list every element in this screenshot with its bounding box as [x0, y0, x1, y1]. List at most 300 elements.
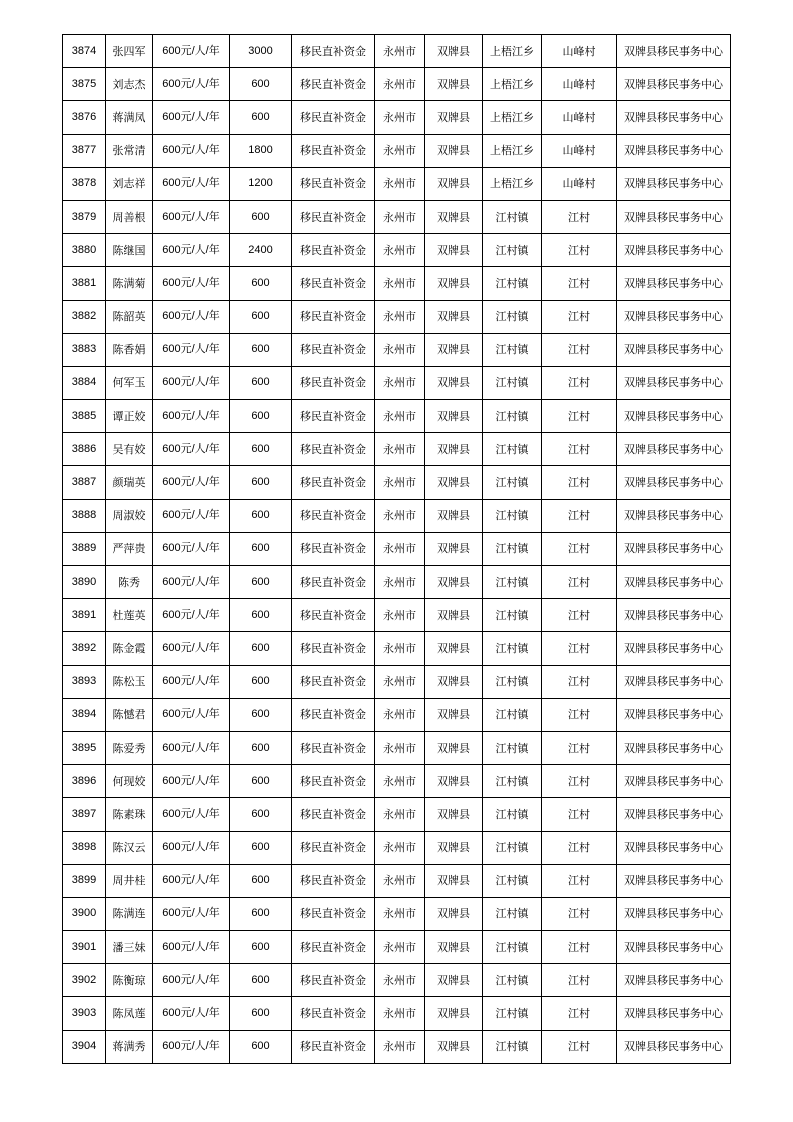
table-row: [63, 765, 731, 798]
subsidy-amount-cell: 600: [230, 300, 292, 333]
recipient-name-cell: 刘志杰: [106, 68, 153, 101]
subsidy-amount-cell: 1800: [230, 134, 292, 167]
issuing-agency-cell: 双牌县移民事务中心: [617, 997, 731, 1030]
subsidy-standard-cell: 600元/人/年: [153, 798, 230, 831]
subsidy-amount-cell: 600: [230, 599, 292, 632]
township-cell: 上梧江乡: [483, 68, 542, 101]
issuing-agency-cell: 双牌县移民事务中心: [617, 1030, 731, 1063]
city-cell: 永州市: [375, 566, 425, 599]
row-number-cell: 3882: [63, 300, 106, 333]
city-cell: 永州市: [375, 931, 425, 964]
table-row: [63, 68, 731, 101]
subsidy-standard-cell: 600元/人/年: [153, 433, 230, 466]
subsidy-amount-cell: 600: [230, 400, 292, 433]
township-cell: 江村镇: [483, 234, 542, 267]
table-row: [63, 897, 731, 930]
fund-type-cell: 移民直补资金: [292, 1030, 375, 1063]
recipient-name-cell: 严萍贵: [106, 532, 153, 565]
row-number-cell: 3888: [63, 499, 106, 532]
table-row: [63, 698, 731, 731]
table-row: [63, 599, 731, 632]
row-number-cell: 3894: [63, 698, 106, 731]
subsidy-amount-cell: 600: [230, 499, 292, 532]
recipient-name-cell: 潘三妹: [106, 931, 153, 964]
subsidy-standard-cell: 600元/人/年: [153, 35, 230, 68]
county-cell: 双牌县: [425, 798, 483, 831]
table-row: [63, 731, 731, 764]
fund-type-cell: 移民直补资金: [292, 433, 375, 466]
issuing-agency-cell: 双牌县移民事务中心: [617, 400, 731, 433]
table-row: [63, 400, 731, 433]
recipient-name-cell: 陈憾君: [106, 698, 153, 731]
township-cell: 江村镇: [483, 466, 542, 499]
table-row: [63, 831, 731, 864]
subsidy-standard-cell: 600元/人/年: [153, 167, 230, 200]
recipient-name-cell: 周淑姣: [106, 499, 153, 532]
recipient-name-cell: 杜莲英: [106, 599, 153, 632]
subsidy-amount-cell: 600: [230, 897, 292, 930]
subsidy-standard-cell: 600元/人/年: [153, 1030, 230, 1063]
subsidy-standard-cell: 600元/人/年: [153, 864, 230, 897]
table-row: [63, 101, 731, 134]
table-row: [63, 35, 731, 68]
row-number-cell: 3897: [63, 798, 106, 831]
village-cell: 江村: [542, 632, 617, 665]
subsidy-amount-cell: 600: [230, 366, 292, 399]
issuing-agency-cell: 双牌县移民事务中心: [617, 68, 731, 101]
township-cell: 上梧江乡: [483, 35, 542, 68]
subsidy-standard-cell: 600元/人/年: [153, 466, 230, 499]
township-cell: 江村镇: [483, 831, 542, 864]
township-cell: 江村镇: [483, 798, 542, 831]
row-number-cell: 3892: [63, 632, 106, 665]
subsidy-amount-cell: 600: [230, 466, 292, 499]
subsidy-standard-cell: 600元/人/年: [153, 267, 230, 300]
subsidy-amount-cell: 3000: [230, 35, 292, 68]
issuing-agency-cell: 双牌县移民事务中心: [617, 499, 731, 532]
recipient-name-cell: 刘志祥: [106, 167, 153, 200]
fund-type-cell: 移民直补资金: [292, 400, 375, 433]
recipient-name-cell: 周善根: [106, 200, 153, 233]
row-number-cell: 3900: [63, 897, 106, 930]
fund-type-cell: 移民直补资金: [292, 234, 375, 267]
village-cell: 山峰村: [542, 68, 617, 101]
township-cell: 江村镇: [483, 964, 542, 997]
recipient-name-cell: 陈爱秀: [106, 731, 153, 764]
township-cell: 江村镇: [483, 897, 542, 930]
table-row: [63, 366, 731, 399]
table-row: [63, 267, 731, 300]
row-number-cell: 3874: [63, 35, 106, 68]
subsidy-standard-cell: 600元/人/年: [153, 831, 230, 864]
county-cell: 双牌县: [425, 366, 483, 399]
township-cell: 江村镇: [483, 267, 542, 300]
subsidy-standard-cell: 600元/人/年: [153, 234, 230, 267]
issuing-agency-cell: 双牌县移民事务中心: [617, 931, 731, 964]
row-number-cell: 3902: [63, 964, 106, 997]
village-cell: 江村: [542, 1030, 617, 1063]
township-cell: 江村镇: [483, 499, 542, 532]
village-cell: 江村: [542, 366, 617, 399]
county-cell: 双牌县: [425, 997, 483, 1030]
row-number-cell: 3891: [63, 599, 106, 632]
row-number-cell: 3893: [63, 665, 106, 698]
recipient-name-cell: 陈金霞: [106, 632, 153, 665]
township-cell: 江村镇: [483, 765, 542, 798]
city-cell: 永州市: [375, 798, 425, 831]
subsidy-standard-cell: 600元/人/年: [153, 665, 230, 698]
village-cell: 山峰村: [542, 35, 617, 68]
township-cell: 江村镇: [483, 532, 542, 565]
village-cell: 山峰村: [542, 134, 617, 167]
subsidy-standard-cell: 600元/人/年: [153, 366, 230, 399]
fund-type-cell: 移民直补资金: [292, 532, 375, 565]
city-cell: 永州市: [375, 731, 425, 764]
issuing-agency-cell: 双牌县移民事务中心: [617, 101, 731, 134]
city-cell: 永州市: [375, 897, 425, 930]
fund-type-cell: 移民直补资金: [292, 831, 375, 864]
subsidy-amount-cell: 600: [230, 632, 292, 665]
table-row: [63, 1030, 731, 1063]
table-row: [63, 632, 731, 665]
subsidy-amount-cell: 600: [230, 267, 292, 300]
city-cell: 永州市: [375, 499, 425, 532]
village-cell: 江村: [542, 831, 617, 864]
county-cell: 双牌县: [425, 400, 483, 433]
township-cell: 江村镇: [483, 333, 542, 366]
village-cell: 江村: [542, 466, 617, 499]
fund-type-cell: 移民直补资金: [292, 200, 375, 233]
subsidy-standard-cell: 600元/人/年: [153, 765, 230, 798]
table-row: [63, 798, 731, 831]
township-cell: 江村镇: [483, 698, 542, 731]
row-number-cell: 3887: [63, 466, 106, 499]
recipient-name-cell: 陈继国: [106, 234, 153, 267]
table-row: [63, 466, 731, 499]
county-cell: 双牌县: [425, 167, 483, 200]
subsidy-standard-cell: 600元/人/年: [153, 599, 230, 632]
row-number-cell: 3880: [63, 234, 106, 267]
issuing-agency-cell: 双牌县移民事务中心: [617, 964, 731, 997]
table-row: [63, 964, 731, 997]
subsidy-standard-cell: 600元/人/年: [153, 897, 230, 930]
subsidy-amount-cell: 600: [230, 931, 292, 964]
table-row: [63, 333, 731, 366]
city-cell: 永州市: [375, 532, 425, 565]
recipient-name-cell: 陈凤莲: [106, 997, 153, 1030]
recipient-name-cell: 张四军: [106, 35, 153, 68]
recipient-name-cell: 陈香娟: [106, 333, 153, 366]
county-cell: 双牌县: [425, 433, 483, 466]
table-row: [63, 200, 731, 233]
issuing-agency-cell: 双牌县移民事务中心: [617, 765, 731, 798]
fund-type-cell: 移民直补资金: [292, 698, 375, 731]
subsidy-amount-cell: 600: [230, 200, 292, 233]
township-cell: 江村镇: [483, 366, 542, 399]
issuing-agency-cell: 双牌县移民事务中心: [617, 665, 731, 698]
fund-type-cell: 移民直补资金: [292, 765, 375, 798]
row-number-cell: 3877: [63, 134, 106, 167]
issuing-agency-cell: 双牌县移民事务中心: [617, 864, 731, 897]
row-number-cell: 3884: [63, 366, 106, 399]
fund-type-cell: 移民直补资金: [292, 731, 375, 764]
county-cell: 双牌县: [425, 599, 483, 632]
subsidy-amount-cell: 600: [230, 566, 292, 599]
fund-type-cell: 移民直补资金: [292, 167, 375, 200]
table-row: [63, 134, 731, 167]
recipient-name-cell: 周井桂: [106, 864, 153, 897]
city-cell: 永州市: [375, 665, 425, 698]
county-cell: 双牌县: [425, 566, 483, 599]
township-cell: 上梧江乡: [483, 167, 542, 200]
village-cell: 江村: [542, 333, 617, 366]
village-cell: 江村: [542, 599, 617, 632]
subsidy-amount-cell: 1200: [230, 167, 292, 200]
row-number-cell: 3876: [63, 101, 106, 134]
county-cell: 双牌县: [425, 532, 483, 565]
recipient-name-cell: 颜瑞英: [106, 466, 153, 499]
subsidy-amount-cell: 600: [230, 864, 292, 897]
recipient-name-cell: 何现姣: [106, 765, 153, 798]
subsidy-standard-cell: 600元/人/年: [153, 566, 230, 599]
city-cell: 永州市: [375, 997, 425, 1030]
subsidy-standard-cell: 600元/人/年: [153, 101, 230, 134]
issuing-agency-cell: 双牌县移民事务中心: [617, 532, 731, 565]
city-cell: 永州市: [375, 765, 425, 798]
issuing-agency-cell: 双牌县移民事务中心: [617, 300, 731, 333]
fund-type-cell: 移民直补资金: [292, 566, 375, 599]
recipient-name-cell: 张常清: [106, 134, 153, 167]
fund-type-cell: 移民直补资金: [292, 35, 375, 68]
city-cell: 永州市: [375, 333, 425, 366]
city-cell: 永州市: [375, 599, 425, 632]
issuing-agency-cell: 双牌县移民事务中心: [617, 433, 731, 466]
city-cell: 永州市: [375, 134, 425, 167]
row-number-cell: 3896: [63, 765, 106, 798]
subsidy-standard-cell: 600元/人/年: [153, 200, 230, 233]
county-cell: 双牌县: [425, 499, 483, 532]
township-cell: 江村镇: [483, 1030, 542, 1063]
subsidy-standard-cell: 600元/人/年: [153, 632, 230, 665]
recipient-name-cell: 蒋满凤: [106, 101, 153, 134]
county-cell: 双牌县: [425, 698, 483, 731]
fund-type-cell: 移民直补资金: [292, 366, 375, 399]
village-cell: 江村: [542, 698, 617, 731]
row-number-cell: 3879: [63, 200, 106, 233]
subsidy-standard-cell: 600元/人/年: [153, 68, 230, 101]
fund-type-cell: 移民直补资金: [292, 499, 375, 532]
subsidy-standard-cell: 600元/人/年: [153, 997, 230, 1030]
city-cell: 永州市: [375, 433, 425, 466]
subsidy-amount-cell: 600: [230, 532, 292, 565]
issuing-agency-cell: 双牌县移民事务中心: [617, 566, 731, 599]
county-cell: 双牌县: [425, 765, 483, 798]
subsidy-standard-cell: 600元/人/年: [153, 333, 230, 366]
township-cell: 江村镇: [483, 300, 542, 333]
recipient-name-cell: 陈韶英: [106, 300, 153, 333]
row-number-cell: 3875: [63, 68, 106, 101]
city-cell: 永州市: [375, 68, 425, 101]
county-cell: 双牌县: [425, 864, 483, 897]
subsidy-standard-cell: 600元/人/年: [153, 499, 230, 532]
row-number-cell: 3901: [63, 931, 106, 964]
village-cell: 江村: [542, 897, 617, 930]
issuing-agency-cell: 双牌县移民事务中心: [617, 731, 731, 764]
issuing-agency-cell: 双牌县移民事务中心: [617, 167, 731, 200]
issuing-agency-cell: 双牌县移民事务中心: [617, 897, 731, 930]
row-number-cell: 3890: [63, 566, 106, 599]
township-cell: 江村镇: [483, 400, 542, 433]
city-cell: 永州市: [375, 466, 425, 499]
fund-type-cell: 移民直补资金: [292, 931, 375, 964]
fund-type-cell: 移民直补资金: [292, 632, 375, 665]
city-cell: 永州市: [375, 831, 425, 864]
city-cell: 永州市: [375, 366, 425, 399]
township-cell: 江村镇: [483, 731, 542, 764]
city-cell: 永州市: [375, 698, 425, 731]
fund-type-cell: 移民直补资金: [292, 997, 375, 1030]
county-cell: 双牌县: [425, 665, 483, 698]
village-cell: 江村: [542, 499, 617, 532]
county-cell: 双牌县: [425, 101, 483, 134]
township-cell: 江村镇: [483, 200, 542, 233]
city-cell: 永州市: [375, 167, 425, 200]
township-cell: 江村镇: [483, 864, 542, 897]
issuing-agency-cell: 双牌县移民事务中心: [617, 234, 731, 267]
issuing-agency-cell: 双牌县移民事务中心: [617, 333, 731, 366]
recipient-name-cell: 陈秀: [106, 566, 153, 599]
village-cell: 江村: [542, 864, 617, 897]
table-row: [63, 300, 731, 333]
issuing-agency-cell: 双牌县移民事务中心: [617, 599, 731, 632]
township-cell: 江村镇: [483, 433, 542, 466]
city-cell: 永州市: [375, 300, 425, 333]
recipient-name-cell: 谭正姣: [106, 400, 153, 433]
fund-type-cell: 移民直补资金: [292, 101, 375, 134]
subsidy-amount-cell: 600: [230, 798, 292, 831]
issuing-agency-cell: 双牌县移民事务中心: [617, 831, 731, 864]
row-number-cell: 3881: [63, 267, 106, 300]
township-cell: 江村镇: [483, 566, 542, 599]
village-cell: 江村: [542, 532, 617, 565]
row-number-cell: 3885: [63, 400, 106, 433]
subsidy-amount-cell: 2400: [230, 234, 292, 267]
subsidy-standard-cell: 600元/人/年: [153, 134, 230, 167]
fund-type-cell: 移民直补资金: [292, 599, 375, 632]
roster-body: [63, 35, 731, 1064]
city-cell: 永州市: [375, 35, 425, 68]
table-row: [63, 566, 731, 599]
village-cell: 江村: [542, 964, 617, 997]
village-cell: 江村: [542, 300, 617, 333]
row-number-cell: 3889: [63, 532, 106, 565]
county-cell: 双牌县: [425, 897, 483, 930]
county-cell: 双牌县: [425, 200, 483, 233]
village-cell: 江村: [542, 234, 617, 267]
subsidy-amount-cell: 600: [230, 68, 292, 101]
county-cell: 双牌县: [425, 964, 483, 997]
village-cell: 江村: [542, 931, 617, 964]
row-number-cell: 3904: [63, 1030, 106, 1063]
fund-type-cell: 移民直补资金: [292, 964, 375, 997]
township-cell: 江村镇: [483, 931, 542, 964]
city-cell: 永州市: [375, 200, 425, 233]
county-cell: 双牌县: [425, 1030, 483, 1063]
county-cell: 双牌县: [425, 234, 483, 267]
village-cell: 江村: [542, 267, 617, 300]
county-cell: 双牌县: [425, 831, 483, 864]
city-cell: 永州市: [375, 234, 425, 267]
county-cell: 双牌县: [425, 300, 483, 333]
county-cell: 双牌县: [425, 68, 483, 101]
table-row: [63, 433, 731, 466]
table-row: [63, 167, 731, 200]
county-cell: 双牌县: [425, 35, 483, 68]
city-cell: 永州市: [375, 400, 425, 433]
village-cell: 江村: [542, 997, 617, 1030]
subsidy-standard-cell: 600元/人/年: [153, 698, 230, 731]
fund-type-cell: 移民直补资金: [292, 134, 375, 167]
subsidy-standard-cell: 600元/人/年: [153, 964, 230, 997]
fund-type-cell: 移民直补资金: [292, 68, 375, 101]
county-cell: 双牌县: [425, 632, 483, 665]
city-cell: 永州市: [375, 964, 425, 997]
table-row: [63, 997, 731, 1030]
village-cell: 江村: [542, 566, 617, 599]
issuing-agency-cell: 双牌县移民事务中心: [617, 134, 731, 167]
city-cell: 永州市: [375, 632, 425, 665]
subsidy-amount-cell: 600: [230, 731, 292, 764]
issuing-agency-cell: 双牌县移民事务中心: [617, 798, 731, 831]
county-cell: 双牌县: [425, 731, 483, 764]
subsidy-amount-cell: 600: [230, 698, 292, 731]
county-cell: 双牌县: [425, 931, 483, 964]
issuing-agency-cell: 双牌县移民事务中心: [617, 632, 731, 665]
recipient-name-cell: 陈素珠: [106, 798, 153, 831]
subsidy-standard-cell: 600元/人/年: [153, 300, 230, 333]
subsidy-amount-cell: 600: [230, 101, 292, 134]
county-cell: 双牌县: [425, 267, 483, 300]
recipient-name-cell: 蒋满秀: [106, 1030, 153, 1063]
fund-type-cell: 移民直补资金: [292, 864, 375, 897]
village-cell: 山峰村: [542, 101, 617, 134]
issuing-agency-cell: 双牌县移民事务中心: [617, 35, 731, 68]
city-cell: 永州市: [375, 267, 425, 300]
village-cell: 江村: [542, 731, 617, 764]
village-cell: 江村: [542, 665, 617, 698]
fund-type-cell: 移民直补资金: [292, 333, 375, 366]
table-row: [63, 234, 731, 267]
township-cell: 江村镇: [483, 997, 542, 1030]
township-cell: 江村镇: [483, 599, 542, 632]
village-cell: 江村: [542, 798, 617, 831]
subsidy-amount-cell: 600: [230, 964, 292, 997]
subsidy-standard-cell: 600元/人/年: [153, 731, 230, 764]
row-number-cell: 3903: [63, 997, 106, 1030]
city-cell: 永州市: [375, 101, 425, 134]
fund-type-cell: 移民直补资金: [292, 466, 375, 499]
subsidy-amount-cell: 600: [230, 831, 292, 864]
issuing-agency-cell: 双牌县移民事务中心: [617, 200, 731, 233]
fund-type-cell: 移民直补资金: [292, 300, 375, 333]
document-page: [62, 34, 731, 1064]
fund-type-cell: 移民直补资金: [292, 665, 375, 698]
recipient-name-cell: 陈汉云: [106, 831, 153, 864]
subsidy-amount-cell: 600: [230, 433, 292, 466]
table-row: [63, 931, 731, 964]
subsidy-amount-cell: 600: [230, 1030, 292, 1063]
issuing-agency-cell: 双牌县移民事务中心: [617, 267, 731, 300]
